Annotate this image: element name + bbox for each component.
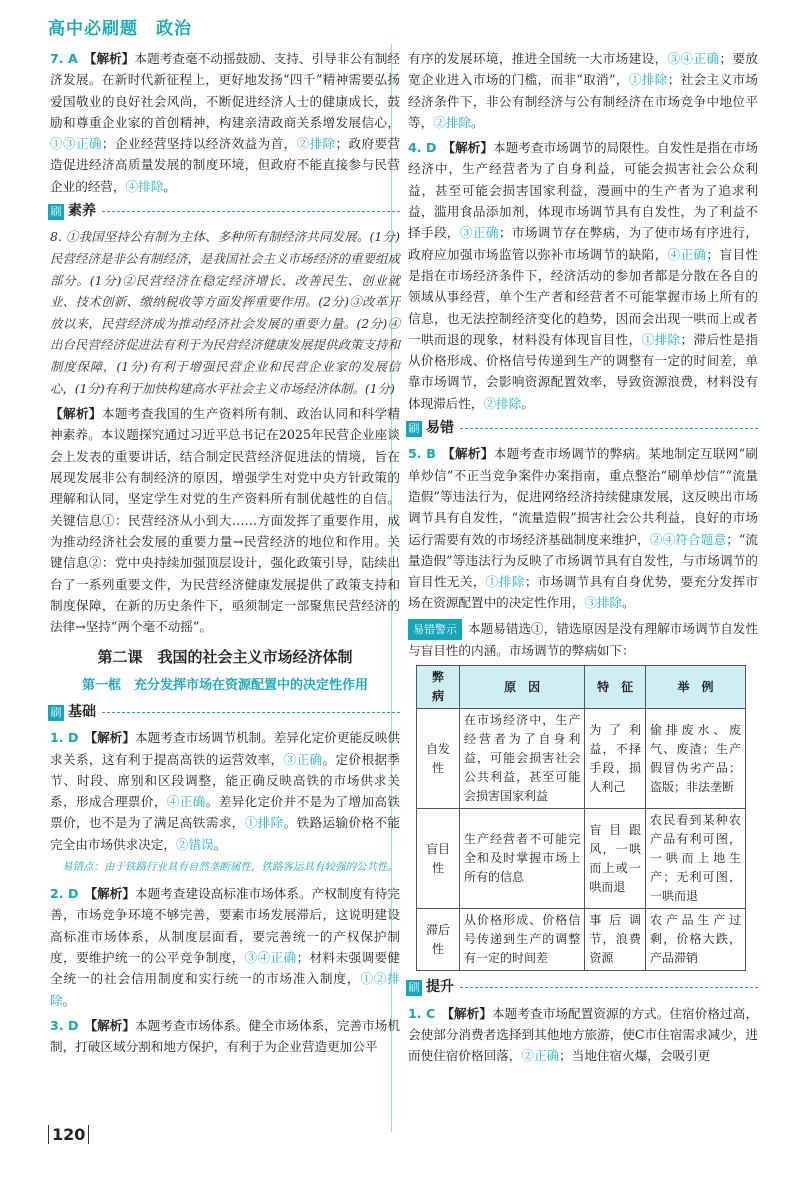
lesson-title: 第二课 我国的社会主义市场经济体制	[97, 648, 353, 667]
table-cell: 滞后性	[417, 909, 460, 971]
highlight: ③④正确	[244, 949, 297, 965]
highlight: ①排除	[628, 72, 668, 88]
table-cell: 在市场经济中，生产经营者为了自身利益，可能会损害社会公共利益，甚至可能会损害国家利益	[460, 709, 585, 809]
table-cell: 偷排废水、废气、废渣；生产假冒伪劣产品；盗版；非法垄断	[646, 709, 746, 809]
question-number: 3. D	[50, 1017, 79, 1033]
table-cell: 为了利益，不择手段，损人利己	[585, 709, 646, 809]
table-cell: 从价格形成、价格信号传递到生产的调整有一定的时间差	[460, 909, 585, 971]
text: ；盲目性是指在市场经济条件下，经济活动的参加者都是分散在各自的领域从事经营，单个生产者和经营者不可能掌握市场上所有的信息，也无法控制经济变化的趋势，因而会出现一哄而上或者一哄而退的现象，材料没有体现盲目性，	[408, 246, 759, 347]
question-3-continued	[408, 48, 758, 133]
section-heading-jichu	[48, 702, 400, 723]
table-row	[417, 809, 746, 909]
table-cell: 盲目性	[417, 809, 460, 909]
dashed-rule	[460, 428, 758, 429]
highlight: ③④正确	[667, 51, 720, 66]
left-column	[50, 48, 400, 1061]
table-header: 原 因	[460, 666, 585, 709]
right-column	[408, 48, 758, 1071]
analysis-tag: 【解析】	[50, 406, 102, 422]
section-heading-yicuo	[406, 418, 758, 439]
question-3	[50, 1015, 400, 1058]
text: 本题考查市场调节的弊病。某地制定互联网“刷单炒信”不正当竞争案件办案指南，重点整治“刷单炒信”“流量造假”等违法行为，促进网络经济持续健康发展，这反映出市场调节具有自发性，“流量造假”损害社会公共利益，良好的市场运行需要有效的市场经济基础制度来维护，	[408, 446, 759, 547]
question-5	[408, 443, 758, 613]
section-heading-tisheng	[406, 977, 758, 998]
brush-icon: 刷	[406, 421, 422, 437]
dashed-rule	[102, 211, 400, 212]
table-header: 弊 病	[417, 666, 460, 709]
text: 。	[470, 114, 484, 130]
highlight: ①排除	[485, 574, 525, 590]
text: 。差异化定价并不是为了增加高铁票价，也不是为了满足高铁需求，	[50, 794, 401, 831]
analysis-tag: 【解析】	[83, 51, 135, 66]
text: ；当地住宿火爆，会吸引更	[559, 1048, 711, 1064]
section-label: 素养	[68, 203, 96, 220]
highlight: ③正确	[283, 751, 323, 767]
question-number: 1. C	[408, 1005, 436, 1021]
highlight: ②排除	[433, 114, 471, 130]
text: ；市场调节具有自身优势，要充分发挥市场在资源配置中的决定性作用，	[408, 574, 759, 611]
table-header: 举 例	[646, 666, 746, 709]
page-number: 120	[48, 1125, 89, 1144]
text: ；市场调节存在弊病，为了使市场有序进行，政府应加强市场监管以弥补市场调节的缺陷，	[408, 225, 759, 262]
question-number: 1. D	[50, 730, 79, 746]
brush-icon: 刷	[406, 980, 422, 996]
text: 本题考查市场调节的局限性。自发性是指在市场经济中，生产经营者为了自身利益，可能会损害社会公众利益，甚至可能会损害国家利益，漫画中的生产者为了追求利益，滥用食品添加剂，体现市场调节具有自发性，为了利益不择手段，	[408, 140, 759, 241]
section-subtitle: 第一框 充分发挥市场在资源配置中的决定性作用	[81, 677, 368, 693]
text: 。	[521, 395, 534, 411]
question-8-analysis	[50, 403, 400, 637]
text: 本题易错选①，错选原因是没有理解市场调节自发性与盲目性的内涵。市场调节的弊病如下：	[408, 620, 758, 659]
brush-icon: 刷	[48, 204, 64, 220]
text: 有序的发展环境，推进全国统一大市场建设，	[408, 51, 668, 66]
text: 。	[213, 836, 227, 852]
question-8-answer: 8. ①我国坚持公有制为主体、多种所有制经济共同发展。(1分)民营经济是非公有制经济，是我国社会主义市场经济的重要组成部分。(1分)②民营经济在稳定经济增长、改善民生、创业就业、技术创新、缴纳税收等方面发挥重要作用。(2分)③改革开放以来，民营经济成为推动经济社会发展的重要力量。(2分)④出台民营经济促进法有利于为民营经济健康发展提供政策支持和制度保障，(1分)有利于增强民营企业和民营企业家的发展信心，(1分)有利于加快构建高水平社会主义市场经济体制。(1分)	[50, 229, 400, 396]
highlight: ①排除	[244, 815, 284, 831]
highlight: ④正确	[667, 246, 707, 262]
table-cell: 盲目跟风，一哄而上或一哄而退	[585, 809, 646, 909]
highlight: ④排除	[125, 178, 164, 194]
text: 。	[622, 595, 635, 611]
text: 。	[62, 992, 76, 1008]
text: 本题考查毫不动摇鼓励、支持、引导非公有制经济发展。在新时代新征程上，更好地发扬“四千”精神需要弘扬爱国敬业的良好社会风尚，不断促进经济人士的健康成长，鼓励和尊重企业家的首创精神，构建亲清政商关系增发展信心，	[50, 51, 401, 130]
highlight: ③正确	[459, 225, 499, 241]
question-number: 2. D	[50, 886, 79, 902]
brush-icon: 刷	[48, 705, 64, 721]
section-heading-suyang	[48, 201, 400, 222]
table-cell: 农产品生产过剩，价格大跌，产品滞销	[646, 909, 746, 971]
highlight: ②排除	[296, 136, 336, 152]
analysis-tag: 【解析】	[84, 886, 135, 902]
highlight: ②正确	[521, 1048, 560, 1064]
table-header-row	[417, 666, 746, 709]
analysis-tag: 【解析】	[84, 1017, 135, 1033]
text: ；“流量造假”等违法行为反映了市场调节具有自发性，与市场调节的盲目性无关，	[408, 531, 758, 590]
page-header: 高中必刷题 政治	[48, 19, 192, 39]
text: ；材料未强调要健全统一的社会信用制度和实行统一的市场准入制度，	[50, 949, 401, 987]
analysis-tag: 【解析】	[84, 730, 135, 746]
question-1	[50, 727, 400, 855]
warning-label: 易错警示	[408, 619, 462, 640]
highlight: ②排除	[483, 395, 522, 411]
text: ；要放宽企业进入市场的门槛，而非“取消”，	[408, 51, 759, 88]
highlight: ②错误	[175, 836, 214, 852]
text: 。	[163, 178, 176, 194]
table-cell: 事后调节，浪费资源	[585, 909, 646, 971]
question-4	[408, 137, 758, 414]
highlight: ①排除	[641, 331, 681, 347]
market-defects-table	[416, 665, 746, 971]
text: 本题考查市场调节机制。差异化定价更能反映供求关系，这有利于提高高铁的运营效率，	[50, 730, 401, 767]
analysis-tag: 【解析】	[441, 1005, 493, 1021]
text: ；社会主义市场经济条件下，非公有制经济与公有制经济在市场竞争中地位平等，	[408, 72, 758, 130]
analysis-tag: 【解析】	[442, 140, 493, 156]
text: 本题考查建设高标准市场体系。产权制度有待完善，市场竞争环境不够完善，要素市场发展滞后，这说明建设高标准市场体系，从制度层面看，要完善统一的产权保护制度，要维护统一的公平竞争制度，	[50, 886, 401, 965]
highlight: ④正确	[166, 794, 206, 810]
dashed-rule	[102, 712, 400, 713]
table-cell: 农民看到某种农产品有利可图，一哄而上地生产；无利可图，一哄而退	[646, 809, 746, 909]
highlight: ③排除	[584, 595, 623, 611]
question-number: 4. D	[408, 140, 437, 156]
text: 本题考查我国的生产资料所有制、政治认同和科学精神素养。本议题探究通过习近平总书记在2025年民营企业座谈会上发表的重要讲话，结合制定民营经济促进法的情境，旨在展现发展非公有制经济的原因，增强学生对党中央方针政策的理解和认同，坚定学生对党的生产资料所有制优越性的自信。关键信息①：民营经济从小到大……方面发挥了重要作用，成为推动经济社会发展的重要力量→民营经济的地位和作用。关键信息②：党中央持续加强顶层设计，强化政策引导，陆续出台了一系列重要文件，为民营经济健康发展提供了政策支持和制度保障，在新的历史条件下，亟须制定一部聚焦民营经济的法律→坚持“两个毫不动摇”。	[50, 406, 401, 635]
section-label: 基础	[68, 703, 96, 720]
text: 。定价根据季节、时段、席别和区段调整，能正确反映高铁的市场供求关系，形成合理票价，	[50, 751, 401, 810]
text: ；滞后性是指从价格形成、价格信号传递到生产的调整有一定的时间差，单靠市场调节，会影响资源配置效率，导致资源浪费，材料没有体现滞后性，	[408, 331, 759, 411]
question-7	[50, 48, 400, 197]
text: ；企业经营坚持以经济效益为首，	[101, 136, 297, 152]
table-cell: 生产经营者不可能完全和及时掌握市场上所有的信息	[460, 809, 585, 909]
error-note: 易错点：由于铁路行业具有自然垄断属性，铁路客运具有较强的公共性。	[62, 861, 398, 874]
table-cell: 自发性	[417, 709, 460, 809]
question-number: 5. B	[408, 446, 436, 462]
table-row	[417, 709, 746, 809]
question-2	[50, 883, 400, 1011]
text: ；政府要营造促进经济高质量发展的制度环境，但政府不能直接参与民营企业的经营，	[50, 136, 401, 194]
text: 本题考查市场体系。健全市场体系，完善市场机制，打破区域分割和地方保护，有利于为企业营造更加公平	[50, 1017, 401, 1055]
question-1-tisheng	[408, 1003, 758, 1067]
warning-box	[408, 618, 758, 662]
text: 。铁路运输价格不能完全由市场供求决定，	[50, 815, 401, 852]
highlight: ②④符合题意	[649, 531, 727, 547]
highlight: ①②排除	[50, 971, 401, 1008]
dashed-rule	[460, 987, 758, 988]
analysis-tag: 【解析】	[441, 446, 494, 462]
highlight: ①③正确	[50, 136, 102, 152]
table-header: 特 征	[585, 666, 646, 709]
question-number: 7. A	[50, 51, 78, 66]
table-row	[417, 909, 746, 971]
text: 本题考查市场配置资源的方式。住宿价格过高，会使部分消费者选择到其他地方旅游，使C市住宿需求减少，进而使住宿价格回落，	[408, 1005, 758, 1064]
section-label: 易错	[426, 420, 454, 437]
section-label: 提升	[426, 979, 454, 996]
